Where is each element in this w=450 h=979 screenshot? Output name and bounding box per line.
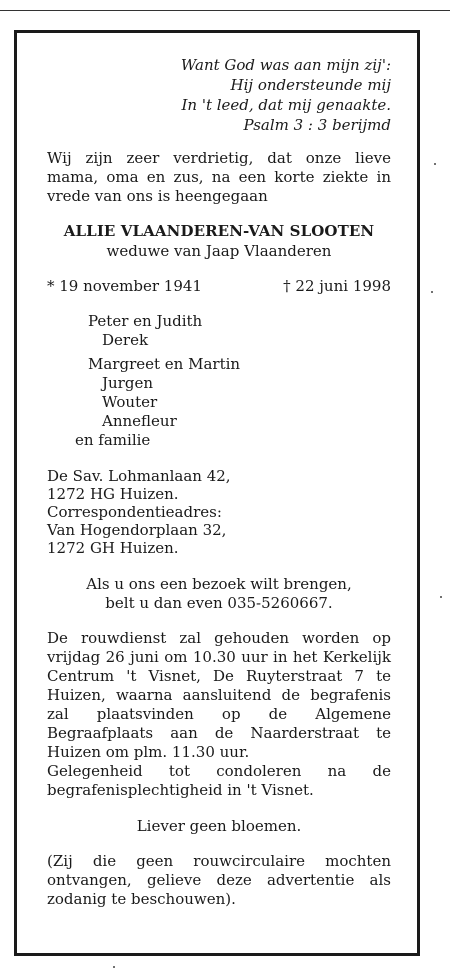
verse-line-1: Want God was aan mijn zij': — [180, 56, 391, 74]
verse-line-3: In 't leed, dat mij genaakte. — [181, 96, 391, 114]
paper-speck — [113, 966, 115, 968]
verse-line-2: Hij ondersteunde mij — [230, 76, 391, 94]
address-line: 1272 GH Huizen. — [47, 539, 179, 557]
top-rule — [0, 10, 450, 11]
address-line: 1272 HG Huizen. — [47, 485, 179, 503]
birth-date: * 19 november 1941 — [47, 277, 202, 295]
condolence-text: Gelegenheid tot condoleren na de begrafenisplechtigheid in 't Visnet. — [47, 762, 391, 799]
family-line: Margreet en Martin — [88, 355, 241, 373]
obituary-content — [47, 55, 391, 909]
family-line: Wouter — [102, 393, 158, 411]
visit-line-2: belt u dan even 035-5260667. — [105, 594, 333, 612]
paper-speck — [434, 163, 436, 165]
life-dates — [47, 276, 391, 296]
psalm-verse — [47, 55, 391, 135]
death-date: † 22 juni 1998 — [283, 277, 391, 295]
family-line: Derek — [102, 331, 149, 349]
address-line: De Sav. Lohmanlaan 42, — [47, 467, 231, 485]
verse-reference: Psalm 3 : 3 berijmd — [243, 116, 391, 134]
widow-of: weduwe van Jaap Vlaanderen — [106, 242, 332, 260]
visit-note — [47, 575, 391, 613]
family-line: Annefleur — [102, 412, 177, 430]
paper-speck — [431, 291, 433, 293]
address-line: Correspondentieadres: — [47, 503, 222, 521]
paper-speck — [440, 596, 442, 598]
family-line: Jurgen — [102, 374, 153, 392]
family-line: en familie — [75, 431, 151, 449]
address-line: Van Hogendorplaan 32, — [47, 521, 227, 539]
flowers-note: Liever geen bloemen. — [136, 817, 302, 835]
announcement-text: Wij zijn zeer verdrietig, dat onze lieve mama, oma en zus, na een korte ziekte in vrede van ons is heengegaan — [47, 149, 391, 205]
obituary-card — [14, 30, 420, 956]
family-list — [47, 312, 391, 450]
deceased-name: ALLIE VLAANDEREN-VAN SLOOTEN — [63, 222, 375, 240]
address-block — [47, 467, 391, 557]
service-text: De rouwdienst zal gehouden worden op vrijdag 26 juni om 10.30 uur in het Kerkelijk Centrum 't Visnet, De Ruyterstraat 7 te Huizen, waarna aansluitend de begrafenis zal plaatsvinden op de Algemene Begraafplaats aan de Naarderstraat te Huizen om plm. 11.30 uur. — [47, 629, 391, 761]
closing-text: (Zij die geen rouwcirculaire mochten ontvangen, gelieve deze advertentie als zodanig te beschouwen). — [47, 852, 391, 908]
visit-line-1: Als u ons een bezoek wilt brengen, — [86, 575, 352, 593]
family-line: Peter en Judith — [88, 312, 203, 330]
